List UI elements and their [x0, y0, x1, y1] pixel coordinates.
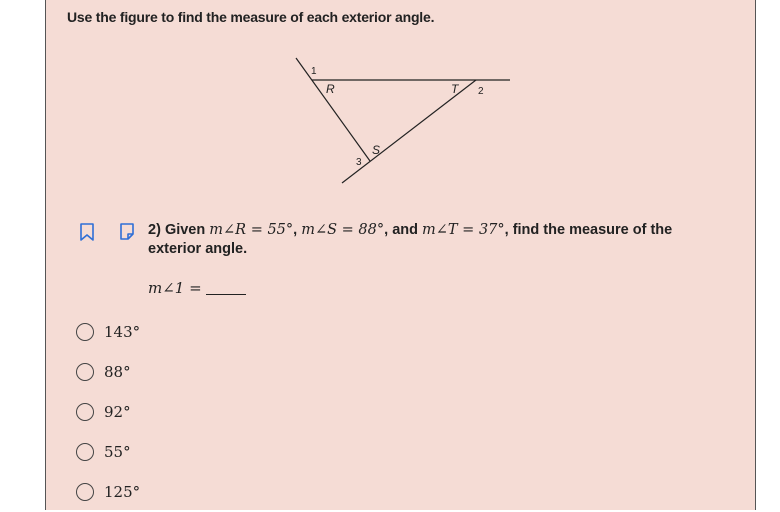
choice-label: 92°: [104, 403, 131, 421]
bookmark-icon[interactable]: [78, 222, 96, 242]
choice-4[interactable]: [76, 432, 140, 472]
question-panel: [45, 0, 756, 510]
question-and: and: [392, 222, 418, 238]
line-left: [296, 58, 370, 161]
choice-label: 88°: [104, 363, 131, 381]
question-tail: , find the measure of the exterior angle.: [148, 222, 673, 257]
angle-2-label: 2: [478, 86, 484, 97]
vertex-s-label: S: [372, 143, 381, 157]
answer-blank: [206, 293, 246, 295]
radio-button[interactable]: [76, 323, 94, 341]
vertex-t-label: T: [451, 82, 459, 96]
question-number: 2): [148, 222, 161, 238]
answer-choices: [76, 312, 140, 512]
question-text: 2) Given m∠R = 55°, m∠S = 88°, and m∠T = 37°, find the measure of the exterior angle.: [148, 222, 673, 257]
choice-label: 125°: [104, 483, 141, 501]
angle-3-label: 3: [356, 157, 362, 168]
choice-3[interactable]: [76, 392, 140, 432]
choice-5[interactable]: [76, 472, 140, 512]
angle-r-expression: m∠R = 55°: [209, 222, 294, 238]
triangle-figure: [286, 48, 526, 203]
radio-button[interactable]: [76, 443, 94, 461]
choice-label: 55°: [104, 443, 131, 461]
radio-button[interactable]: [76, 363, 94, 381]
choice-1[interactable]: [76, 312, 140, 352]
choice-label: 143°: [104, 323, 141, 341]
answer-prompt: [148, 279, 246, 297]
radio-button[interactable]: [76, 483, 94, 501]
radio-button[interactable]: [76, 403, 94, 421]
angle-t-expression: m∠T = 37°: [422, 222, 505, 238]
choice-2[interactable]: [76, 352, 140, 392]
angle-1-label: 1: [311, 66, 317, 77]
answer-prompt-text: m∠1 =: [148, 279, 202, 297]
vertex-r-label: R: [326, 82, 335, 96]
instructions-text: Use the figure to find the measure of each exterior angle.: [67, 9, 435, 25]
angle-s-expression: m∠S = 88°: [301, 222, 385, 238]
note-icon[interactable]: [118, 222, 136, 242]
question-given: Given: [164, 222, 206, 238]
